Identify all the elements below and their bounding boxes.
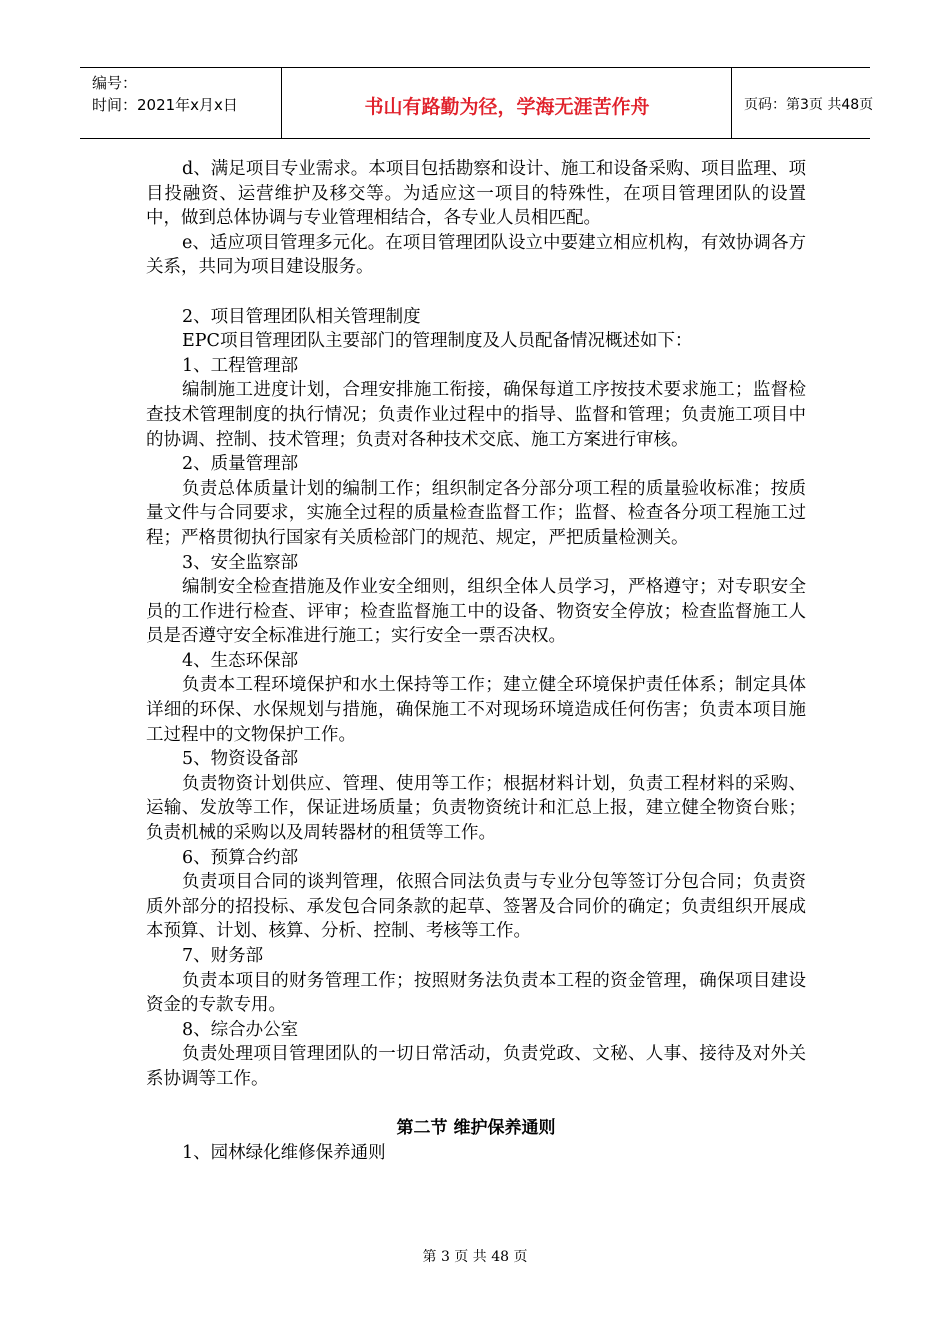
header-left-cell (80, 68, 282, 138)
motto: 书山有路勤为径，学海无涯苦作舟 (364, 96, 650, 118)
blank-line (146, 1092, 806, 1117)
document-body (146, 157, 806, 1165)
header-motto-cell (282, 68, 732, 138)
paragraph: 负责本工程环境保护和水土保持等工作；建立健全环境保护责任体系；制定具体详细的环保、水保规划与措施，确保施工不对现场环境造成任何伤害；负责本项目施工过程中的文物保护工作。 (146, 675, 806, 745)
paragraph: EPC项目管理团队主要部门的管理制度及人员配备情况概述如下： (182, 331, 693, 352)
paragraph-heading: 6、预算合约部 (182, 847, 299, 868)
paragraph-heading: 2、质量管理部 (182, 454, 299, 475)
header-page-cell (732, 68, 874, 138)
paragraph: d、满足项目专业需求。本项目包括勘察和设计、施工和设备采购、项目监理、项目投融资、运营维护及移交等。为适应这一项目的特殊性，在项目管理团队的设置中，做到总体协调与专业管理相结合，各专业人员相匹配。 (146, 159, 806, 229)
paragraph-heading: 4、生态环保部 (182, 650, 299, 671)
paragraph-heading: 5、物资设备部 (182, 749, 299, 770)
paragraph: 编制安全检查措施及作业安全细则，组织全体人员学习，严格遵守；对专职安全员的工作进行检查、评审；检查监督施工中的设备、物资安全停放；检查监督施工人员是否遵守安全标准进行施工；实行安全一票否决权。 (146, 577, 806, 647)
section-title: 第二节 维护保养通则 (396, 1118, 556, 1139)
paragraph-heading: 7、财务部 (182, 946, 264, 966)
blank-line (146, 280, 806, 305)
paragraph: e、适应项目管理多元化。在项目管理团队设立中要建立相应机构，有效协调各方关系，共同为项目建设服务。 (146, 232, 806, 278)
paragraph: 负责总体质量计划的编制工作；组织制定各分部分项工程的质量验收标准；按质量文件与合同要求，实施全过程的质量检查监督工作；监督、检查各分项工程施工过程；严格贯彻执行国家有关质检部门的规范、规定，严把质量检测关。 (146, 478, 806, 548)
page-footer: 第 3 页 共 48 页 (422, 1249, 528, 1265)
header-table (80, 67, 874, 139)
paragraph: 编制施工进度计划，合理安排施工衔接，确保每道工序按技术要求施工；监督检查技术管理制度的执行情况；负责作业过程中的指导、监督和管理；负责施工项目中的协调、控制、技术管理；负责对各种技术交底、施工方案进行审核。 (146, 380, 806, 450)
paragraph-heading: 1、工程管理部 (182, 355, 299, 376)
date-label: 时间：2021年x月x日 (92, 96, 238, 114)
section-subheading: 1、园林绿化维修保养通则 (182, 1142, 386, 1163)
paragraph-heading: 8、综合办公室 (182, 1019, 299, 1040)
paragraph-heading: 3、安全监察部 (182, 552, 299, 573)
paragraph: 负责物资计划供应、管理、使用等工作；根据材料计划，负责工程材料的采购、运输、发放等工作，保证进场质量；负责物资统计和汇总上报，建立健全物资台账；负责机械的采购以及周转器材的租赁等工作。 (146, 773, 806, 844)
page-info: 页码：第3页 共48页 (744, 97, 874, 113)
paragraph: 负责项目合同的谈判管理，依照合同法负责与专业分包等签订分包合同；负责资质外部分的招投标、承发包合同条款的起草、签署及合同价的确定；负责组织开展成本预算、计划、核算、分析、控制、考核等工作。 (146, 872, 806, 942)
paragraph-heading: 2、项目管理团队相关管理制度 (182, 306, 421, 327)
code-label: 编号： (92, 74, 138, 92)
paragraph: 负责本项目的财务管理工作；按照财务法负责本工程的资金管理，确保项目建设资金的专款专用。 (146, 970, 806, 1016)
paragraph: 负责处理项目管理团队的一切日常活动，负责党政、文秘、人事、接待及对外关系协调等工作。 (146, 1044, 806, 1089)
